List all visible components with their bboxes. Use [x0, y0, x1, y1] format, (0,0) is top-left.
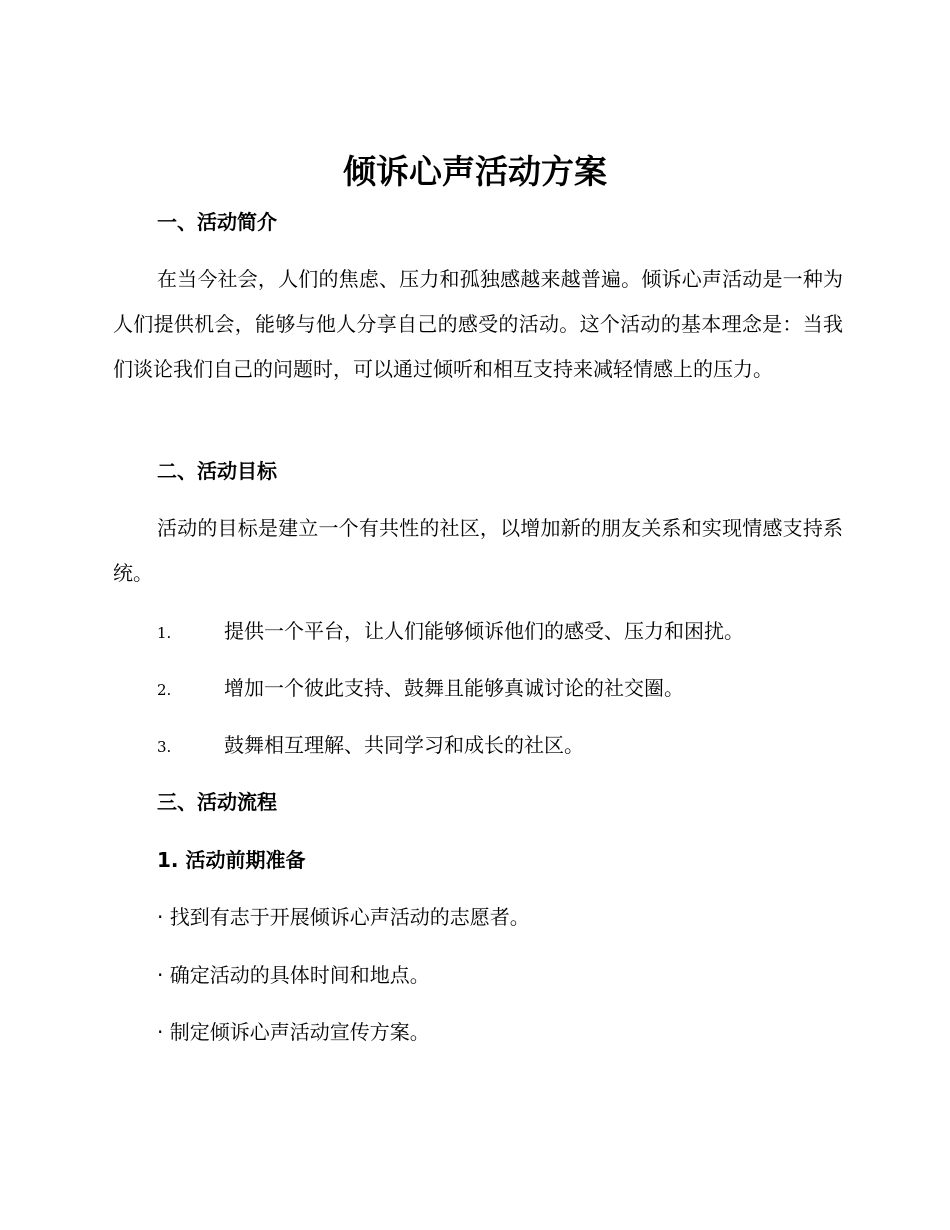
section-heading-intro: 一、活动简介	[157, 210, 277, 234]
bullet-item: · 确定活动的具体时间和地点。	[157, 963, 430, 987]
goal-list-item	[157, 674, 847, 704]
list-number: 3.	[157, 738, 172, 756]
intro-paragraph: 在当今社会，人们的焦虑、压力和孤独感越来越普遍。倾诉心声活动是一种为人们提供机会，能够与他人分享自己的感受的活动。这个活动的基本理念是：当我们谈论我们自己的问题时，可以通过倾听和相互支持来减轻情感上的压力。	[113, 267, 843, 381]
section-heading-process: 三、活动流程	[157, 790, 277, 814]
subheading-preparation: 1. 活动前期准备	[157, 848, 306, 872]
document-title: 倾诉心声活动方案	[343, 152, 607, 191]
list-item-text: 鼓舞相互理解、共同学习和成长的社区。	[224, 733, 584, 757]
list-item-text: 提供一个平台，让人们能够倾诉他们的感受、压力和困扰。	[224, 619, 744, 643]
goal-list-item	[157, 731, 847, 761]
list-number: 2.	[157, 681, 172, 699]
bullet-item: · 制定倾诉心声活动宣传方案。	[157, 1020, 430, 1044]
list-number: 1.	[157, 624, 172, 642]
list-item-text: 增加一个彼此支持、鼓舞且能够真诚讨论的社交圈。	[224, 676, 684, 700]
bullet-item: · 找到有志于开展倾诉心声活动的志愿者。	[157, 905, 530, 929]
goal-list-item	[157, 617, 847, 647]
goals-paragraph: 活动的目标是建立一个有共性的社区，以增加新的朋友关系和实现情感支持系统。	[113, 516, 843, 585]
section-heading-goals: 二、活动目标	[157, 459, 277, 483]
